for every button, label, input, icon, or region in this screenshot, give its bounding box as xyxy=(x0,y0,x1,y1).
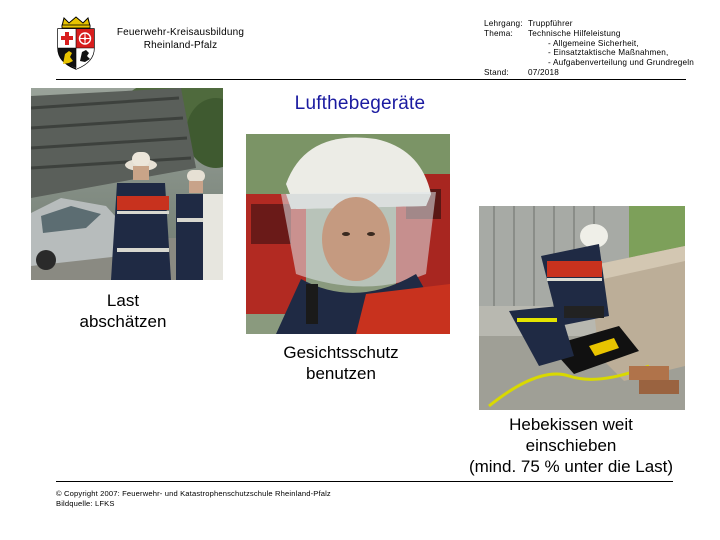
photo-face-shield xyxy=(246,134,450,334)
topic-value: Technische Hilfeleistung xyxy=(528,28,621,38)
organisation-name xyxy=(108,26,253,52)
topic-item: - Einsatztaktische Maßnahmen, xyxy=(548,48,669,58)
course-label: Lehrgang: xyxy=(484,19,523,28)
caption-line: benutzen xyxy=(306,364,376,383)
caption-line: einschieben xyxy=(525,436,617,455)
course-value: Truppführer xyxy=(528,19,573,28)
topic-item: - Allgemeine Sicherheit, xyxy=(548,38,639,48)
course-metadata xyxy=(484,19,720,78)
topic-item: - Aufgabenverteilung und Grundregeln xyxy=(548,58,695,68)
org-line-1: Feuerwehr-Kreisausbildung xyxy=(116,27,245,38)
org-line-2: Rheinland-Pfalz xyxy=(143,40,218,51)
header-divider xyxy=(56,79,686,80)
coat-of-arms-icon xyxy=(54,16,98,70)
slide-title: Lufthebegeräte xyxy=(294,93,426,114)
copyright-text: © Copyright 2007: Feuerwehr- und Katastrophenschutzschule Rheinland-Pfalz xyxy=(56,489,331,498)
caption-line: Hebekissen weit xyxy=(509,415,633,434)
topic-label: Thema: xyxy=(484,28,513,38)
caption-line: (mind. 75 % unter die Last) xyxy=(468,457,674,476)
photo-lifting-cushion xyxy=(479,206,685,410)
caption-line: abschätzen xyxy=(79,312,167,331)
caption-face-protection xyxy=(253,342,429,384)
caption-line: Gesichtsschutz xyxy=(283,343,399,362)
photo-car-accident xyxy=(31,88,223,280)
caption-line: Last xyxy=(106,291,140,310)
footer xyxy=(56,489,331,509)
footer-divider xyxy=(56,481,673,482)
caption-insert-cushion xyxy=(450,414,692,477)
image-source-text: Bildquelle: LFKS xyxy=(56,499,115,508)
status-label: Stand: xyxy=(484,67,509,77)
status-value: 07/2018 xyxy=(528,67,559,77)
caption-estimate-load xyxy=(60,290,186,332)
